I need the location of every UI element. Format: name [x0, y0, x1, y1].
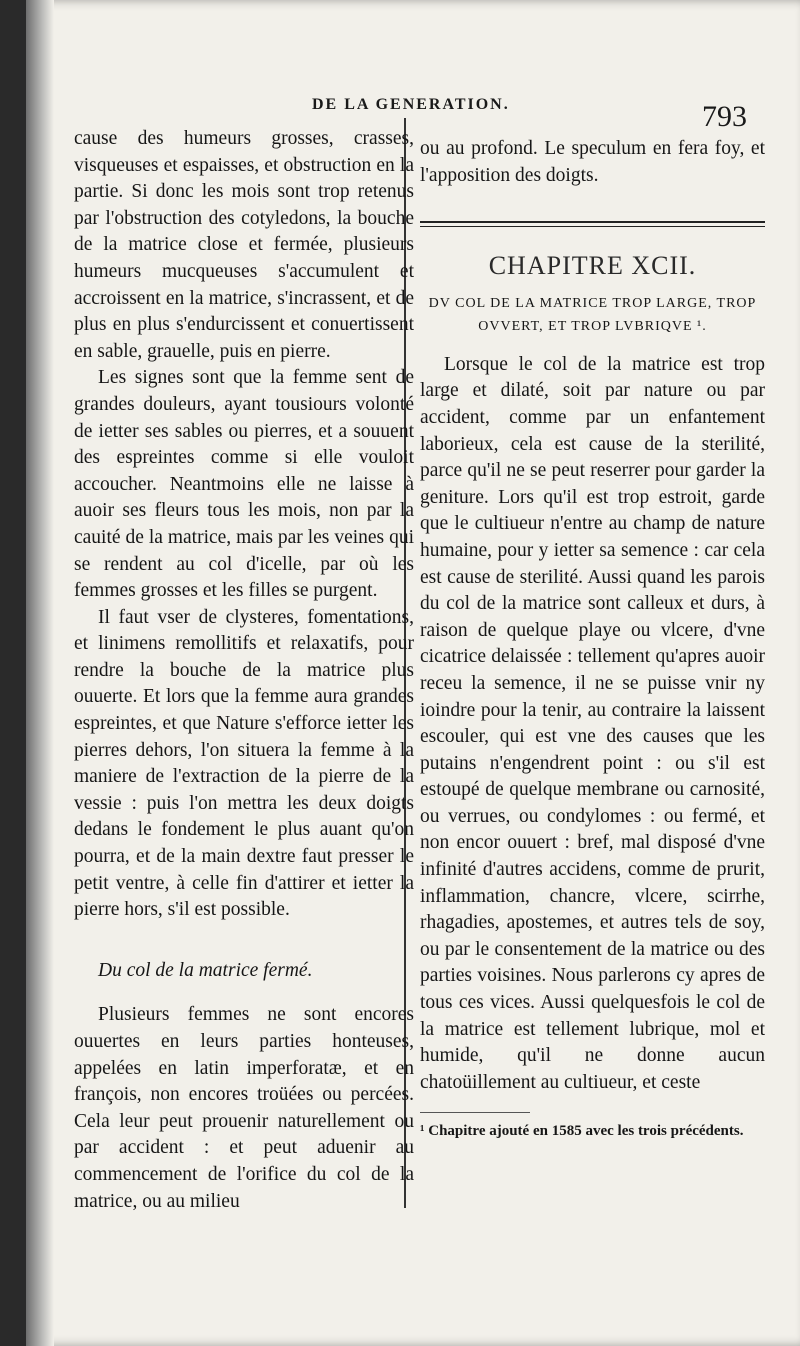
right-column: [420, 136, 765, 1142]
chapter-subtitle: DV COL DE LA MATRICE TROP LARGE, TROP OVVERT, ET TROP LVBRIQVE ¹.: [428, 295, 757, 334]
page-binding-shadow: [26, 0, 54, 1346]
left-column: [74, 126, 414, 1215]
page-number: 793: [702, 100, 747, 133]
paragraph: Lorsque le col de la matrice est trop large et dilaté, soit par nature ou par accident, comme par un enfantement laborieux, cela est cause de la sterilité, parce qu'il ne se peut reserrer pour garder la geniture. Lors qu'il est trop estroit, garde que le cultiueur n'entre au champ de nature humaine, pour y ietter sa semence : car cela est cause de sterilité. Aussi quand les parois du col de la matrice sont calleux et durs, à raison de quelque playe ou vlcere, d'vne cicatrice delaissée : tellement qu'apres auoir receu la semence, il ne se puisse vnir ny ioindre pour la tenir, au contraire la laissent escouler, qui est vne des causes que les putains n'engendrent point : ou s'il est estoupé de quelque membrane ou carnosité, ou verrues, ou condylomes : ou fermé, et non encor ouuert : bref, mal disposé d'vne infinité d'autres accidens, comme de prurit, inflammation, chancre, vlcere, scirrhe, rhagadies, apostemes, et autres tels de soy, ou par le consentement de la matrice ou des parties voisines. Nous parlerons cy apres de tous ces vices. Aussi quelquesfois le col de la matrice est tellement lubrique, mol et humide, qu'il ne donne aucun chatoüillement au cultiueur, et ceste: [420, 353, 765, 1093]
paragraph: Il faut vser de clysteres, fomentations, et linimens remollitifs et relaxatifs, pour rendre la bouche de la matrice plus ouuerte. Et lors que la femme aura grandes espreintes, et que Nature s'efforce ietter les pierres dehors, l'on situera la femme à la maniere de l'extraction de la pierre de la vessie : puis l'on mettra les deux doigts dedans le fondement le plus auant qu'on pourra, et de la main dextre faut presser le petit ventre, à celle fin d'attirer et ietter la pierre hors, s'il est possible.: [74, 606, 414, 921]
book-page: [26, 0, 800, 1346]
footnote-rule: [420, 1112, 530, 1113]
running-head: DE LA GENERATION.: [312, 96, 510, 113]
section-rule: [420, 221, 765, 227]
paragraph: ou au profond. Le speculum en fera foy, et l'apposition des doigts.: [420, 138, 765, 186]
paragraph: cause des humeurs grosses, crasses, visqueuses et espaisses, et obstruction en la partie. Si donc les mois sont trop retenus par l'obstruction des cotyledons, la bouche de la matrice close et fermée, plusieurs humeurs mucqueuses s'accumulent et accroissent en la matrice, s'incrassent, et de plus en plus s'endurcissent et conuertissent en sable, grauelle, puis en pierre.: [74, 128, 414, 362]
paragraph: Les signes sont que la femme sent de grandes douleurs, ayant tousiours volonté de ietter ses sables ou pierres, et a souuent des espreintes comme si elle vouloit accoucher. Neantmoins elle ne laisse à auoir ses fleurs tous les mois, non par la cauité de la matrice, mais par les veines qui se rendent au col d'icelle, par où les femmes grosses et les filles se purgent.: [74, 367, 414, 602]
paragraph: Plusieurs femmes ne sont encores ouuertes en leurs parties honteuses, appelées en latin imperforatæ, et en françois, non encores troüées ou percées. Cela leur peut prouenir naturellement ou par accident : et peut aduenir au commencement de l'orifice du col de la matrice, ou au milieu: [74, 1004, 414, 1212]
section-subheading: Du col de la matrice fermé.: [98, 959, 313, 981]
footnote: ¹ Chapitre ajouté en 1585 avec les trois précédents.: [420, 1123, 744, 1140]
chapter-title: CHAPITRE XCII.: [488, 251, 697, 281]
